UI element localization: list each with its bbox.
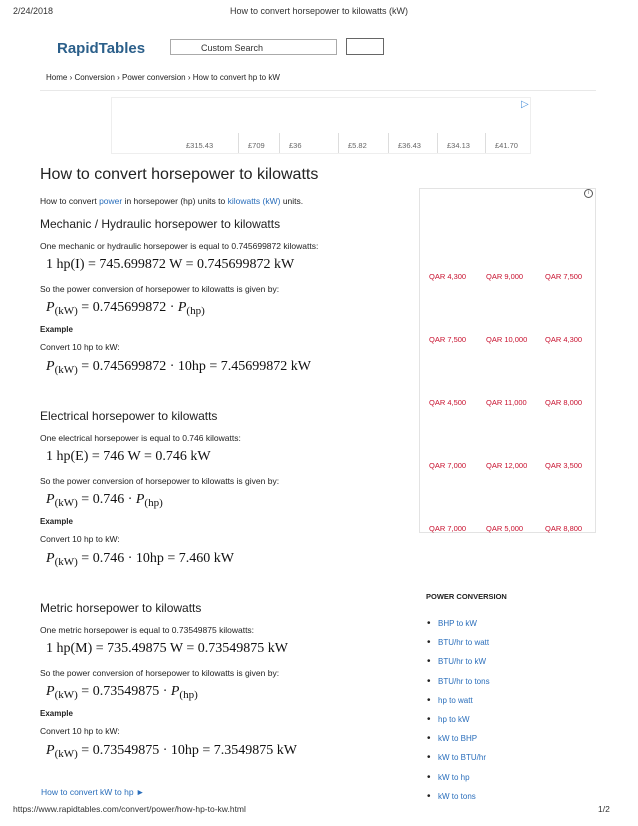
ad-divider: [338, 133, 339, 153]
ad-price[interactable]: £5.82: [348, 141, 367, 150]
next-article-link[interactable]: How to convert kW to hp ►: [41, 787, 145, 797]
ad-divider: [437, 133, 438, 153]
equation-formula: $P_{(kW)} = 0.746 \cdot P_{(hp)}$: [46, 492, 163, 509]
power-conversion-link-label[interactable]: hp to watt: [438, 695, 473, 705]
ad-divider: [238, 133, 239, 153]
ad-divider: [388, 133, 389, 153]
given-by-text: So the power conversion of horsepower to kilowatts is given by:: [40, 668, 280, 678]
power-conversion-link-label[interactable]: kW to hp: [438, 772, 470, 782]
side-ad-price[interactable]: QAR 9,000: [486, 272, 524, 281]
kilowatts-link[interactable]: kilowatts (kW): [227, 196, 281, 206]
power-conversion-link[interactable]: [427, 696, 473, 705]
ad-divider: [485, 133, 486, 153]
power-conversion-heading: POWER CONVERSION: [426, 592, 507, 601]
print-date: 2/24/2018: [13, 6, 54, 16]
power-conversion-link[interactable]: [427, 734, 477, 743]
side-ad-price[interactable]: QAR 8,800: [545, 524, 583, 533]
side-ad-price[interactable]: QAR 12,000: [486, 461, 528, 470]
print-url: https://www.rapidtables.com/convert/power/how-hp-to-kw.html: [13, 804, 246, 814]
section-heading: Mechanic / Hydraulic horsepower to kilowatts: [40, 217, 281, 231]
section-definition: One mechanic or hydraulic horsepower is equal to 0.745699872 kilowatts:: [40, 241, 319, 251]
power-conversion-link[interactable]: [427, 657, 486, 666]
power-conversion-link-label[interactable]: BHP to kW: [438, 619, 477, 628]
intro-post: units.: [280, 196, 304, 206]
ad-price[interactable]: £709: [248, 141, 265, 150]
equation-definition: 1 hp(I) = 745.699872 W = 0.745699872 kW: [46, 257, 295, 272]
ad-price[interactable]: £34.13: [447, 141, 470, 150]
power-conversion-link-label[interactable]: BTU/hr to tons: [438, 676, 490, 686]
search-input[interactable]: Custom Search: [170, 39, 337, 55]
example-label: Example: [40, 325, 73, 334]
equation-example: $P_{(kW)} = 0.745699872 \cdot 10hp = 7.45699872$ kW: [46, 359, 311, 376]
intro-pre: How to convert: [40, 196, 100, 206]
power-conversion-link-label[interactable]: kW to BHP: [438, 734, 478, 744]
side-ad-price[interactable]: QAR 7,000: [429, 461, 467, 470]
given-by-text: So the power conversion of horsepower to kilowatts is given by:: [40, 284, 280, 294]
example-text: Convert 10 hp to kW:: [40, 534, 120, 544]
power-conversion-link[interactable]: [427, 638, 489, 647]
side-ad-price[interactable]: QAR 10,000: [486, 335, 528, 344]
side-ad-box[interactable]: [419, 188, 596, 533]
side-ad-price[interactable]: QAR 7,500: [545, 272, 583, 281]
print-title: How to convert horsepower to kilowatts (kW): [229, 6, 409, 16]
equation-definition: 1 hp(M) = 735.49875 W = 0.73549875 kW: [46, 641, 288, 656]
side-ad-price[interactable]: QAR 4,300: [545, 335, 583, 344]
header-divider: [40, 90, 596, 91]
equation-example: $P_{(kW)} = 0.73549875 \cdot 10hp = 7.3549875$ kW: [46, 743, 297, 760]
power-conversion-link[interactable]: [427, 677, 490, 686]
power-conversion-link-label[interactable]: kW to BTU/hr: [438, 753, 487, 763]
example-text: Convert 10 hp to kW:: [40, 726, 120, 736]
ad-price[interactable]: £36: [289, 141, 302, 150]
power-conversion-link-label[interactable]: BTU/hr to watt: [438, 638, 490, 648]
site-logo[interactable]: RapidTables: [57, 40, 146, 57]
intro-text: [40, 196, 303, 206]
ad-price[interactable]: £315.43: [186, 141, 214, 150]
info-icon[interactable]: i: [584, 189, 593, 198]
side-ad-price[interactable]: QAR 4,300: [429, 272, 467, 281]
print-page-number: 1/2: [598, 804, 610, 814]
power-conversion-link[interactable]: [427, 792, 476, 801]
page-title: How to convert horsepower to kilowatts: [40, 166, 319, 183]
given-by-text: So the power conversion of horsepower to kilowatts is given by:: [40, 476, 280, 486]
equation-definition: 1 hp(E) = 746 W = 0.746 kW: [46, 449, 211, 464]
section-definition: One metric horsepower is equal to 0.73549875 kilowatts:: [40, 625, 255, 635]
equation-formula: $P_{(kW)} = 0.73549875 \cdot P_{(hp)}$: [46, 684, 198, 701]
search-button[interactable]: [346, 38, 384, 55]
equation-example: $P_{(kW)} = 0.746 \cdot 10hp = 7.460$ kW: [46, 551, 234, 568]
ad-price[interactable]: £41.70: [495, 141, 518, 150]
equation-formula: $P_{(kW)} = 0.745699872 \cdot P_{(hp)}$: [46, 300, 205, 317]
power-conversion-link[interactable]: [427, 753, 486, 762]
side-ad-price[interactable]: QAR 3,500: [545, 461, 583, 470]
example-text: Convert 10 hp to kW:: [40, 342, 120, 352]
ad-price[interactable]: £36.43: [398, 141, 421, 150]
breadcrumb[interactable]: Home › Conversion › Power conversion › How to convert hp to kW: [46, 73, 280, 82]
intro-mid: in horsepower (hp) units to: [122, 196, 228, 206]
power-conversion-link-label[interactable]: BTU/hr to kW: [438, 657, 487, 667]
power-conversion-link-label[interactable]: hp to kW: [438, 715, 470, 724]
side-ad-price[interactable]: QAR 11,000: [486, 398, 527, 407]
section-definition: One electrical horsepower is equal to 0.746 kilowatts:: [40, 433, 241, 443]
side-ad-price[interactable]: QAR 7,000: [429, 524, 467, 533]
example-label: Example: [40, 709, 73, 718]
side-ad-price[interactable]: QAR 5,000: [486, 524, 524, 533]
power-conversion-link[interactable]: [427, 715, 470, 724]
section-heading: Electrical horsepower to kilowatts: [40, 409, 218, 423]
section-heading: Metric horsepower to kilowatts: [40, 601, 202, 615]
power-link[interactable]: power: [99, 196, 123, 206]
power-conversion-link[interactable]: [427, 619, 477, 628]
example-label: Example: [40, 517, 73, 526]
ad-divider: [279, 133, 280, 153]
side-ad-price[interactable]: QAR 7,500: [429, 335, 467, 344]
side-ad-price[interactable]: QAR 8,000: [545, 398, 583, 407]
side-ad-price[interactable]: QAR 4,500: [429, 398, 467, 407]
adchoices-icon[interactable]: ▷: [521, 99, 529, 110]
power-conversion-link[interactable]: [427, 773, 470, 782]
power-conversion-link-label[interactable]: kW to tons: [438, 791, 476, 801]
